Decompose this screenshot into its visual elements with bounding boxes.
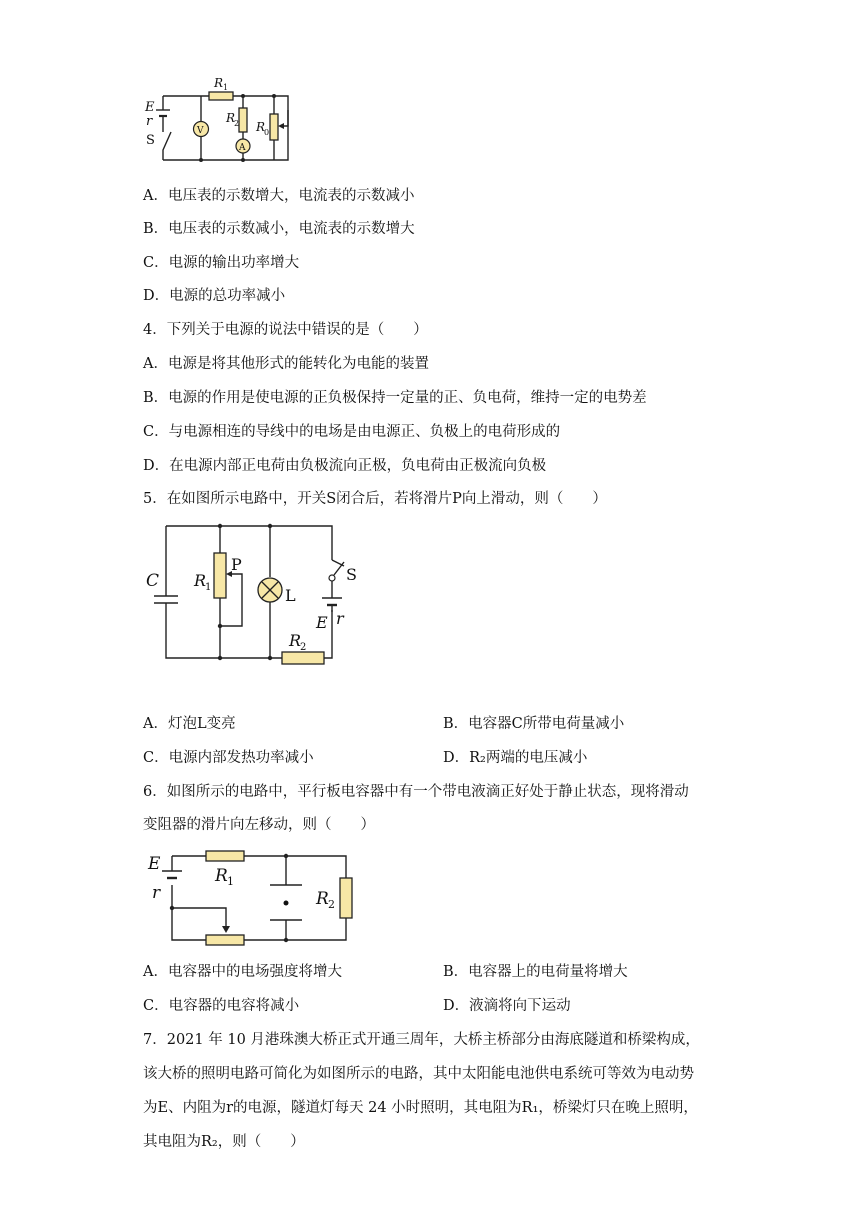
q6-stem-line2: 变阻器的滑片向左移动，则（ ）	[143, 817, 375, 833]
q4-stem: 4．下列关于电源的说法中错误的是（ ）	[143, 322, 428, 338]
q5-stem: 5．在如图所示电路中，开关S闭合后，若将滑片P向上滑动，则（ ）	[143, 491, 607, 507]
svg-text:1: 1	[223, 83, 229, 92]
q6-option-b: B．电容器上的电荷量将增大	[443, 964, 628, 980]
q3-label-r0: R	[256, 120, 266, 134]
q3-label-r2: R	[226, 111, 236, 125]
q5-option-b: B．电容器C所带电荷量减小	[443, 716, 625, 732]
q3-r1-resistor	[209, 92, 233, 100]
svg-text:V: V	[197, 126, 204, 136]
q5-label-r1: R	[194, 571, 207, 590]
q5-label-s: S	[346, 565, 357, 584]
q3-option-c: C．电源的输出功率增大	[143, 255, 300, 271]
q5-label-l: L	[285, 586, 296, 605]
q5-label-r2: R	[289, 631, 302, 650]
q4-option-d: D．在电源内部正电荷由负极流向正极，负电荷由正极流向负极	[143, 458, 547, 474]
svg-text:0: 0	[264, 128, 270, 137]
svg-text:2: 2	[328, 898, 335, 911]
q3-label-s: S	[146, 133, 155, 148]
svg-text:1: 1	[227, 875, 234, 888]
svg-text:2: 2	[234, 119, 240, 128]
q5-option-d: D．R₂两端的电压减小	[443, 750, 588, 766]
q7-line3: 为E、内阻为r的电源，隧道灯每天 24 小时照明，其电阻为R₁，桥梁灯只在晚上照明，	[143, 1100, 698, 1116]
q5-circuit-diagram	[146, 524, 357, 664]
q5-label-e: E	[316, 613, 328, 632]
q6-label-r2: R	[316, 889, 329, 909]
q4-option-b: B．电源的作用是使电源的正负极保持一定量的正、负电荷，维持一定的电势差	[143, 390, 647, 406]
q6-option-a: A．电容器中的电场强度将增大	[143, 964, 342, 980]
q6-label-r: r	[152, 883, 161, 903]
q4-option-a: A．电源是将其他形式的能转化为电能的装置	[143, 356, 429, 372]
q4-option-c: C．与电源相连的导线中的电场是由电源正、负极上的电荷形成的	[143, 424, 561, 440]
q6-r2-resistor	[340, 878, 352, 918]
q6-r1-resistor	[206, 851, 244, 861]
q5-label-p: P	[231, 555, 242, 574]
svg-text:1: 1	[205, 582, 212, 593]
q3-option-b: B．电压表的示数减小，电流表的示数增大	[143, 221, 415, 237]
q7-line2: 该大桥的照明电路可简化为如图所示的电路，其中太阳能电池供电系统可等效为电动势	[143, 1066, 694, 1082]
q5-label-r: r	[336, 609, 344, 628]
q6-option-c: C．电容器的电容将减小	[143, 998, 300, 1014]
q6-option-d: D．液滴将向下运动	[443, 998, 571, 1014]
q6-rheostat	[206, 935, 244, 945]
q3-option-a: A．电压表的示数增大，电流表的示数减小	[143, 188, 415, 204]
q3-r2-resistor	[239, 108, 247, 132]
svg-text:2: 2	[300, 642, 307, 653]
svg-text:A: A	[239, 143, 246, 153]
q5-r1-rheostat	[214, 553, 226, 598]
q7-line1: 7．2021 年 10 月港珠澳大桥正式开通三周年，大桥主桥部分由海底隧道和桥梁构成，	[143, 1032, 700, 1048]
q3-label-e: E	[145, 100, 155, 115]
q6-stem-line1: 6．如图所示的电路中，平行板电容器中有一个带电液滴正好处于静止状态，现将滑动	[143, 784, 689, 800]
q6-label-r1: R	[215, 866, 228, 886]
q3-label-r: r	[146, 114, 153, 129]
q5-option-c: C．电源内部发热功率减小	[143, 750, 314, 766]
q5-label-c: C	[146, 571, 160, 591]
q7-line4: 其电阻为R₂，则（ ）	[143, 1134, 305, 1150]
q5-option-a: A．灯泡L变亮	[143, 716, 236, 732]
q6-label-e: E	[148, 854, 161, 874]
q3-r0-rheostat	[270, 114, 278, 140]
q6-circuit-diagram	[147, 851, 352, 945]
q5-r2-resistor	[282, 652, 324, 664]
q6-charged-droplet	[284, 901, 289, 906]
q3-option-d: D．电源的总功率减小	[143, 288, 286, 304]
q5-switch	[329, 575, 335, 581]
q3-label-r1: R	[214, 76, 224, 90]
